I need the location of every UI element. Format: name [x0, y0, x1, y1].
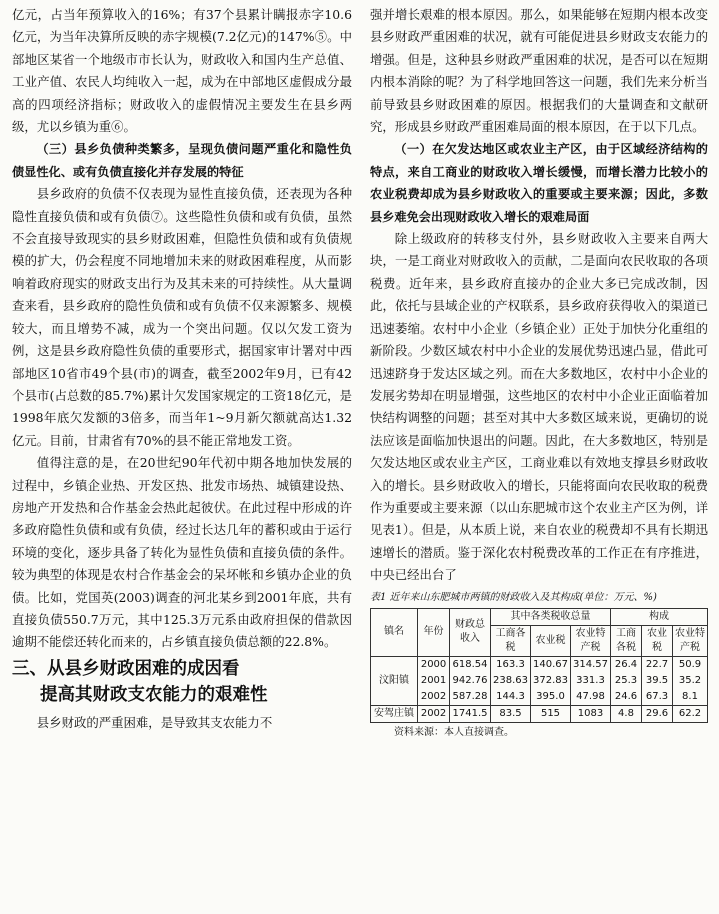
table-cell-c-pct: 25.3 [611, 673, 642, 689]
table-cell-s-pct: 62.2 [673, 705, 708, 722]
table-cell-c-pct: 26.4 [611, 656, 642, 673]
revenue-table [370, 608, 708, 723]
table-cell-s-pct: 50.9 [673, 656, 708, 673]
header-year: 年份 [418, 608, 450, 656]
table-cell-agri: 395.0 [531, 689, 571, 706]
table-cell-agri: 372.83 [531, 673, 571, 689]
table-cell-s-pct: 35.2 [673, 673, 708, 689]
table-cell-a-pct: 67.3 [642, 689, 673, 706]
table-cell-commerce: 163.3 [491, 656, 531, 673]
table-cell-special: 47.98 [571, 689, 611, 706]
table-cell-special: 314.57 [571, 656, 611, 673]
paragraph: 县乡财政的严重困难，是导致其支农能力不 [36, 714, 273, 730]
table-cell-c-pct: 4.8 [611, 705, 642, 722]
left-column [12, 4, 352, 734]
table-cell-special: 1083 [571, 705, 611, 722]
table-row [371, 656, 708, 673]
paragraph: 值得注意的是，在20世纪90年代初中期各地加快发展的过程中，乡镇企业热、开发区热、批发市场热、城镇建设热、房地产开发热和合作基金会热此起彼伏。在此过程中形成的许多政府隐性负债和或有负债，经过长达几年的蓄积或由于运行环境的变化，逐步具备了转化为显性负债和直接负债的条件。较为典型的体现是农村合作基金会的呆坏帐和乡镇办企业的负债。比如，党国英(2003)调查的河北某乡到2001年底，共有直接负债550.7万元，其中125.3万元系由政府担保的借款因逾期不能偿还转化而来的，占乡镇直接负债总额的22.8%。 [12, 455, 352, 650]
table-cell-commerce: 238.63 [491, 673, 531, 689]
table-cell-total: 587.28 [450, 689, 491, 706]
table-row [371, 673, 708, 689]
header-special-pct: 农业特产税 [673, 625, 708, 656]
table-cell-total: 1741.5 [450, 705, 491, 722]
table-caption: 表1 近年来山东肥城市两镇的财政收入及其构成(单位：万元、%) [370, 591, 657, 603]
table-cell-year: 2002 [418, 705, 450, 722]
table-cell-total: 618.54 [450, 656, 491, 673]
table-cell-year: 2000 [418, 656, 450, 673]
section-heading [12, 656, 352, 708]
header-commerce-pct: 工商各税 [611, 625, 642, 656]
table-cell-commerce: 144.3 [491, 689, 531, 706]
right-column [370, 4, 708, 740]
table-cell-a-pct: 29.6 [642, 705, 673, 722]
table-row [371, 689, 708, 706]
subsection-heading: （一）在欠发达地区或农业主产区，由于区域经济结构的特点，来自工商业的财政收入增长缓慢，而增长潜力比较小的农业税费却成为县乡财政收入的重要或主要来源；因此，多数县乡难免会出现财政收入增长的艰难局面 [370, 142, 708, 224]
paragraph: 亿元，占当年预算收入的16%；有37个县累计瞒报赤字10.6亿元，为当年决算所反映的赤字规模(7.2亿元)的147%⑤。中部地区某省一个地级市市长认为，财政收入和国内生产总值、工业产值、农民人均纯收入一起，成为在中部地区虚假成分最高的四项经济指标；财政收入的虚假情况主要发生在县乡两级，尤以乡镇为重⑥。 [12, 7, 352, 135]
table-cell-s-pct: 8.1 [673, 689, 708, 706]
table-cell-agri: 515 [531, 705, 571, 722]
header-commerce-tax: 工商各税 [491, 625, 531, 656]
header-agri-pct: 农业税 [642, 625, 673, 656]
table-cell-a-pct: 22.7 [642, 656, 673, 673]
section-heading-line: 提高其财政支农能力的艰难性 [40, 684, 268, 705]
header-tax-group: 其中各类税收总量 [491, 608, 611, 625]
paragraph: 除上级政府的转移支付外，县乡财政收入主要来自两大块，一是工商业对财政收入的贡献，二是面向农民收取的各项税费。近年来，县乡政府直接办的企业大多已完成改制，因此，依托与县域企业的产权联系，县乡政府获得收入的渠道已迅速萎缩。农村中小企业（乡镇企业）正处于加快分化重组的新阶段。少数区域农村中小企业的发展优势迅速凸显，借此可迅速跻身于发达区域之列。而在大多数地区，农村中小企业的发展劣势却在明显增强，这些地区的农村中小企业正面临着加快结构调整的问题；甚至对其中大多数区域来说，更确切的说法应该是面临加快退出的问题。因此，在大多数地区，特别是欠发达地区或农业主产区，工商业难以有效地支撑县乡财政收入的增长。县乡财政收入的增长，只能将面向农民收取的税费作为重要或主要来源（以山东肥城市这个农业主产区为例，详见表1）。但是，从本质上说，来自农业的税费却不具有长期迅速增长的潜质。鉴于深化农村税费改革的工作正在有序推进，中央已经出台了 [370, 231, 708, 583]
header-town: 镇名 [371, 608, 418, 656]
table-body [371, 656, 708, 722]
table-row [371, 705, 708, 722]
table-source: 资料来源：本人直接调查。 [394, 726, 514, 738]
table-cell-a-pct: 39.5 [642, 673, 673, 689]
header-composition-group: 构成 [611, 608, 708, 625]
table-cell-commerce: 83.5 [491, 705, 531, 722]
header-total: 财政总收入 [450, 608, 491, 656]
paragraph: 县乡政府的负债不仅表现为显性直接负债，还表现为各种隐性直接负债和或有负债⑦。这些隐性负债和或有负债，虽然不会直接导致现实的县乡财政困难，但隐性负债和或有负债规模的扩大，仍会程度不同地增加未来的财政困难程度，从而影响着政府现实的财政支出行为及其未来的可持续性。从大量调查来看，县乡政府的隐性负债和或有负债不仅来源繁多、规模较大，而且增势不减，成为一个突出问题。仅以欠发工资为例，这是县乡政府隐性负债的重要形式，据国家审计署对中西部地区10省市49个县(市)的调查，截至2002年9月，已有42个县市(占总数的85.7%)累计欠发国家规定的工资18亿元，是1998年底欠发额的3倍多，而当年1~9月新欠额就高达1.32亿元。目前，甘肃省有70%的县不能正常地发工资。 [12, 186, 352, 448]
table-cell-town: 汶阳镇 [371, 656, 418, 705]
header-agri-tax: 农业税 [531, 625, 571, 656]
header-special-tax: 农业特产税 [571, 625, 611, 656]
subsection-heading: （三）县乡负债种类繁多，呈现负债问题严重化和隐性负债显性化、或有负债直接化并存发展的特征 [12, 142, 352, 179]
table-cell-agri: 140.67 [531, 656, 571, 673]
table-cell-year: 2001 [418, 673, 450, 689]
table-cell-special: 331.3 [571, 673, 611, 689]
section-heading-line: 三、从县乡财政困难的成因看 [12, 658, 240, 679]
paragraph: 强并增长艰难的根本原因。那么，如果能够在短期内根本改变县乡财政严重困难的状况，就有可能促进县乡财政支农能力的增强。但是，这种县乡财政严重困难的状况，是否可以在短期内根本消除的呢？为了科学地回答这一问题，我们先来分析当前导致县乡财政困难的原因。根据我们的大量调查和文献研究，形成县乡财政严重困难局面的根本原因，在于以下几点。 [370, 7, 708, 135]
table-cell-total: 942.76 [450, 673, 491, 689]
table-cell-year: 2002 [418, 689, 450, 706]
table-cell-town: 安驾庄镇 [371, 705, 418, 722]
table-cell-c-pct: 24.6 [611, 689, 642, 706]
